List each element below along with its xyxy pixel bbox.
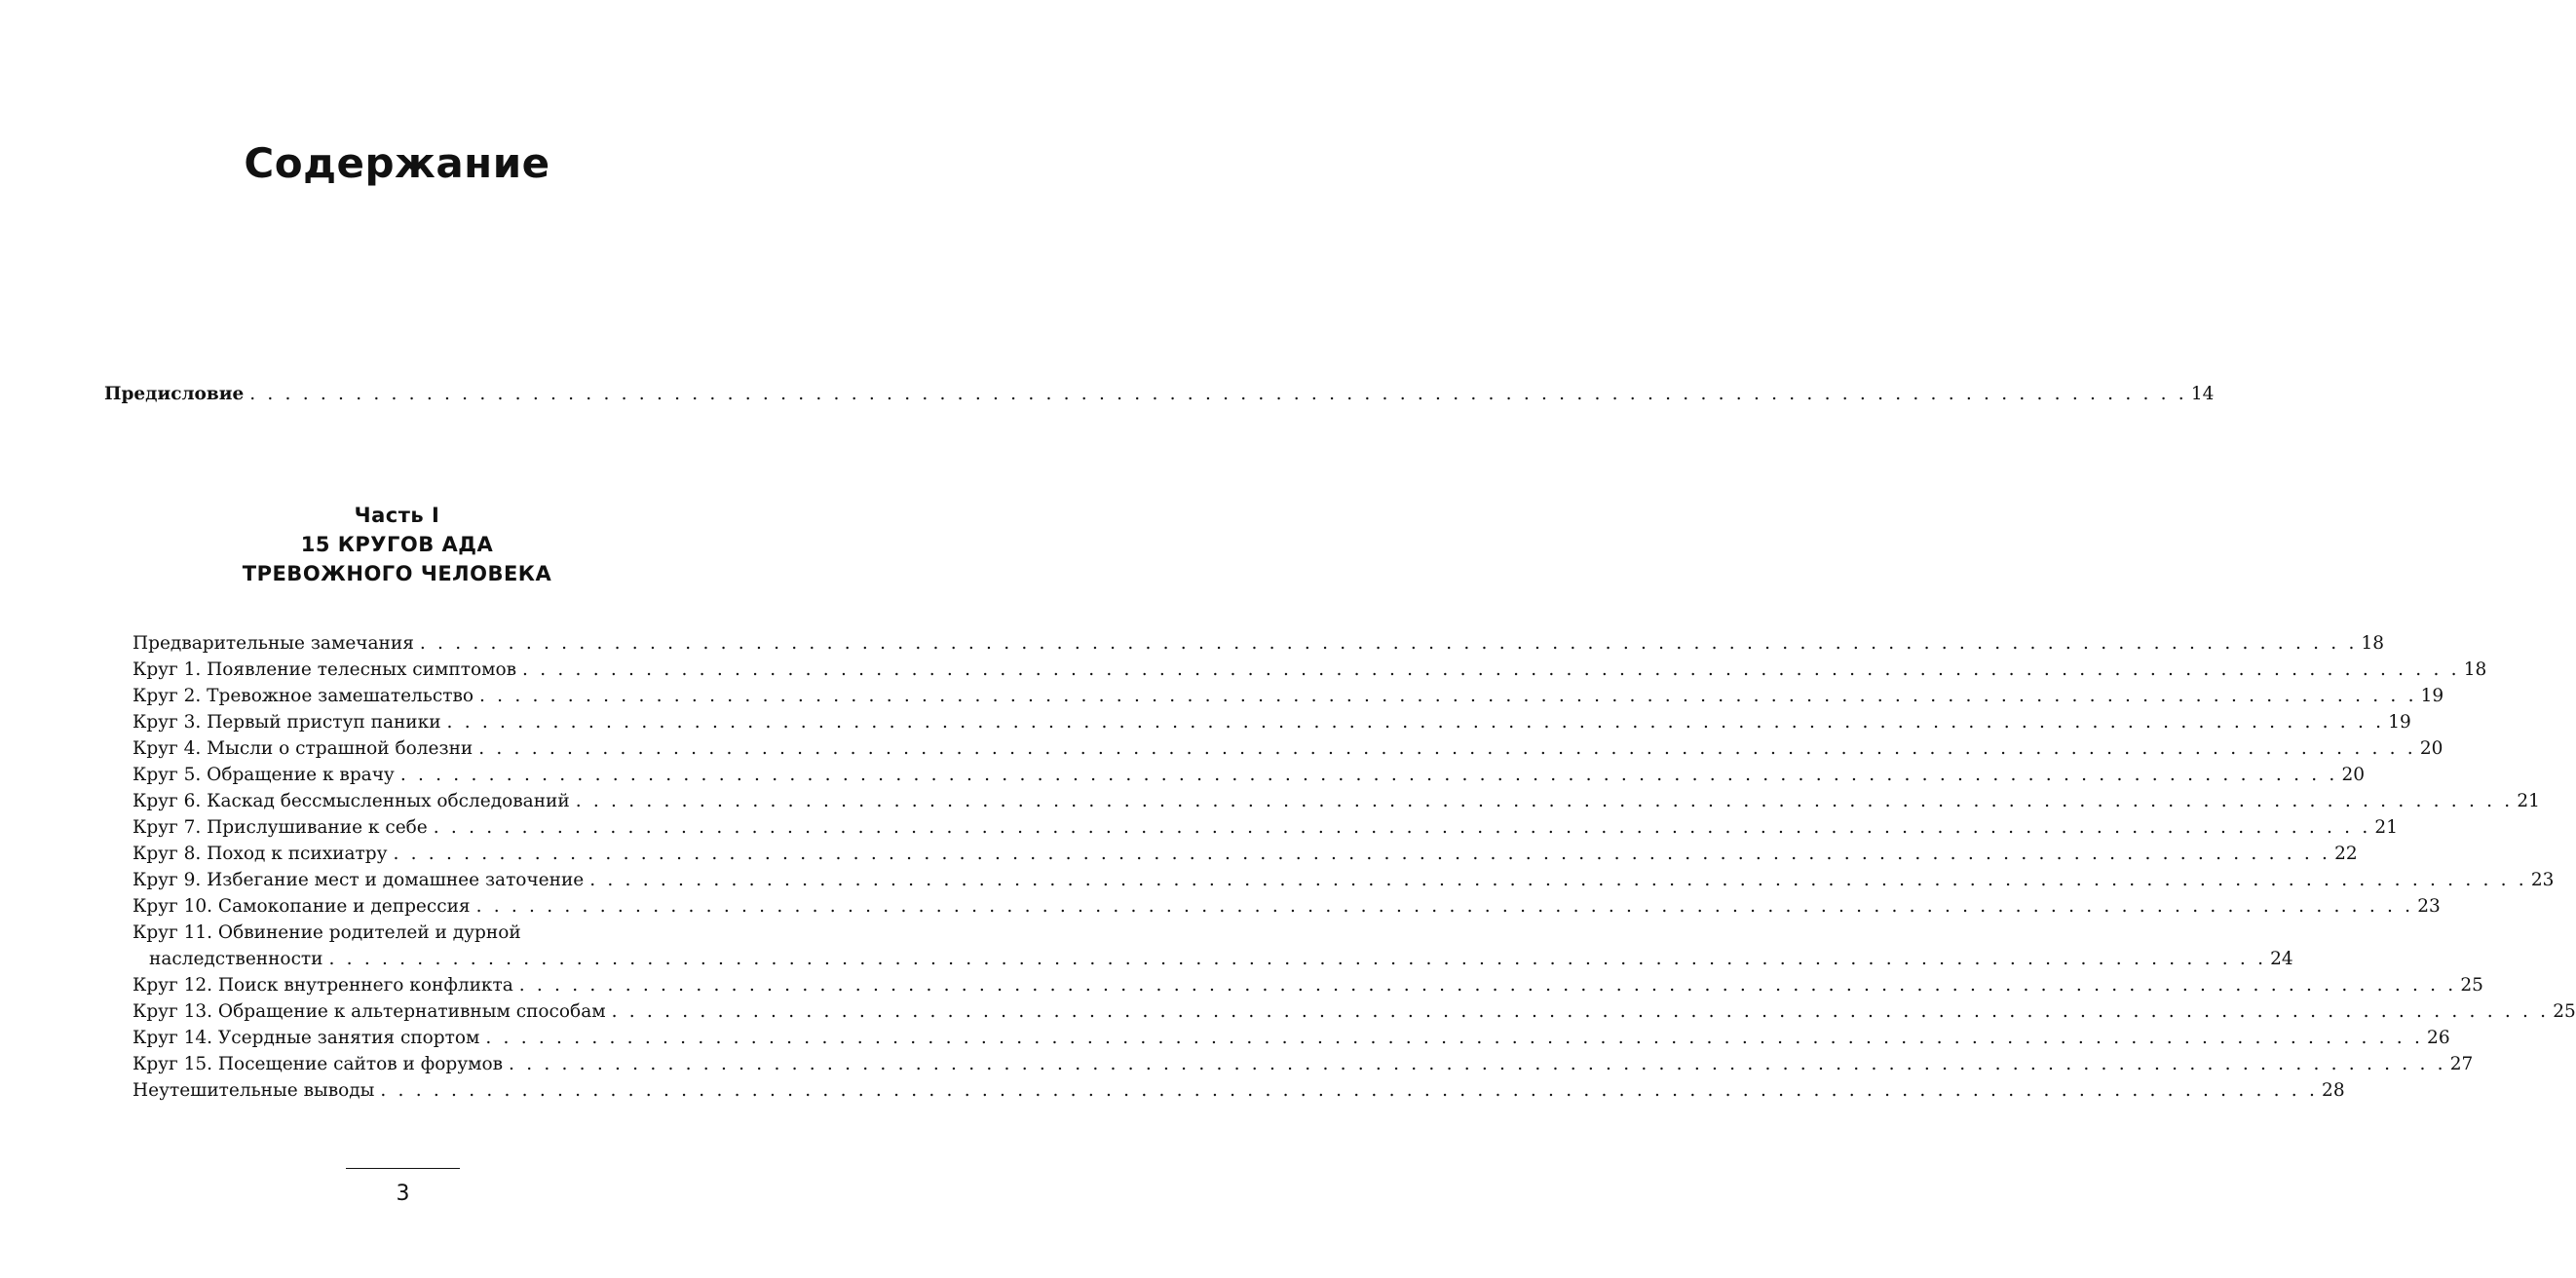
toc-entry-page: 26 [2427, 1028, 2450, 1048]
part-title-line-1: 15 КРУГОВ АДА [300, 533, 494, 556]
toc-entry[interactable] [133, 631, 2385, 658]
toc-entry-label: Круг 7. Прислушивание к себе [133, 817, 428, 838]
toc-entry-label: Предисловие [104, 384, 245, 404]
toc-entry[interactable] [133, 999, 2576, 1026]
dot-leader: . . . . . . . . . . . . . . . . . . . . . . . . . . . . . . . . . . . . . . . . . . . . . . . . . . . . . . . . . . . . . . . . . . . . . . . . . . . . . . . . . . . . . . . . . . . . . . . . . . . . . . . . . . . . . . [479, 686, 2417, 706]
toc-entry[interactable] [133, 894, 2441, 921]
dot-leader: . . . . . . . . . . . . . . . . . . . . . . . . . . . . . . . . . . . . . . . . . . . . . . . . . . . . . . . . . . . . . . . . . . . . . . . . . . . . . . . . . . . . . . . . . . . . . . . . . . . . . . . . . . . . . . [328, 949, 2267, 969]
dot-leader: . . . . . . . . . . . . . . . . . . . . . . . . . . . . . . . . . . . . . . . . . . . . . . . . . . . . . . . . . . . . . . . . . . . . . . . . . . . . . . . . . . . . . . . . . . . . . . . . . . . . . . . . . . . . . . [518, 975, 2457, 996]
toc-entry-page: 25 [2460, 975, 2483, 996]
toc-entry-page: 23 [2530, 870, 2555, 890]
toc-entry-label: Неутешительные выводы [133, 1080, 375, 1101]
dot-leader: . . . . . . . . . . . . . . . . . . . . . . . . . . . . . . . . . . . . . . . . . . . . . . . . . . . . . . . . . . . . . . . . . . . . . . . . . . . . . . . . . . . . . . . . . . . . . . . . . . . . . . . . . . . . . . [419, 633, 2358, 654]
toc-entry[interactable] [133, 736, 2443, 763]
toc-entry-label: Круг 15. Посещение сайтов и форумов [133, 1054, 504, 1074]
footer-rule [346, 1168, 460, 1169]
toc-entry-page: 28 [2322, 1080, 2345, 1101]
page-title: Содержание [244, 139, 550, 187]
toc-entry[interactable] [133, 789, 2540, 815]
toc-entry-page: 23 [2417, 896, 2441, 917]
toc-entry[interactable] [133, 763, 2366, 789]
toc-entry-label: Круг 8. Поход к психиатру [133, 844, 388, 864]
toc-entry-page: 20 [2341, 765, 2366, 785]
part-title-line-2: ТРЕВОЖНОГО ЧЕЛОВЕКА [242, 562, 552, 585]
toc-entry-label: Круг 4. Мысли о страшной болезни [133, 738, 474, 759]
dot-leader: . . . . . . . . . . . . . . . . . . . . . . . . . . . . . . . . . . . . . . . . . . . . . . . . . . . . . . . . . . . . . . . . . . . . . . . . . . . . . . . . . . . . . . . . . . . . . . . . . . . . . . . . . . . . . . [522, 659, 2460, 680]
part-heading [0, 501, 794, 588]
toc-entry-page: 19 [2420, 686, 2444, 706]
dot-leader: . . . . . . . . . . . . . . . . . . . . . . . . . . . . . . . . . . . . . . . . . . . . . . . . . . . . . . . . . . . . . . . . . . . . . . . . . . . . . . . . . . . . . . . . . . . . . . . . . . . . . . . . . . . . . . [393, 844, 2331, 864]
dot-leader: . . . . . . . . . . . . . . . . . . . . . . . . . . . . . . . . . . . . . . . . . . . . . . . . . . . . . . . . . . . . . . . . . . . . . . . . . . . . . . . . . . . . . . . . . . . . . . . . . . . . . . . . . . . . . . [509, 1054, 2446, 1074]
toc-entry-page: 18 [2361, 633, 2385, 654]
toc-entry-page: 21 [2517, 791, 2540, 811]
toc-entry-page: 14 [2190, 384, 2215, 404]
toc-entry[interactable] [133, 868, 2555, 894]
toc-entry[interactable] [133, 710, 2411, 736]
toc-entry-page: 21 [2374, 817, 2398, 838]
toc-entry-label: Круг 5. Обращение к врачу [133, 765, 395, 785]
toc-entry-preface[interactable] [104, 382, 2215, 407]
toc-entry-page: 25 [2553, 1001, 2576, 1022]
dot-leader: . . . . . . . . . . . . . . . . . . . . . . . . . . . . . . . . . . . . . . . . . . . . . . . . . . . . . . . . . . . . . . . . . . . . . . . . . . . . . . . . . . . . . . . . . . . . . . . . . . . . . . . . . . . . . . [380, 1080, 2319, 1101]
toc-entry[interactable] [133, 658, 2487, 684]
toc-entry-page: 19 [2388, 712, 2411, 733]
toc-entry-label: Круг 14. Усердные занятия спортом [133, 1028, 480, 1048]
toc-entry-label: Круг 10. Самокопание и депрессия [133, 896, 471, 917]
toc-entry[interactable] [133, 1052, 2474, 1078]
dot-leader: . . . . . . . . . . . . . . . . . . . . . . . . . . . . . . . . . . . . . . . . . . . . . . . . . . . . . . . . . . . . . . . . . . . . . . . . . . . . . . . . . . . . . . . . . . . . . . . . . . . . . . . . . . . . . . [485, 1028, 2424, 1048]
toc-entry[interactable] [133, 973, 2483, 999]
dot-leader: . . . . . . . . . . . . . . . . . . . . . . . . . . . . . . . . . . . . . . . . . . . . . . . . . . . . . . . . . . . . . . . . . . . . . . . . . . . . . . . . . . . . . . . . . . . . . . . . . . . . . . . . . . . . . . [478, 738, 2416, 759]
toc-entry-label: Круг 9. Избегание мест и домашнее заточение [133, 870, 585, 890]
toc-list [133, 631, 2576, 1105]
toc-entry[interactable] [133, 1026, 2450, 1052]
toc-entry-label: Круг 13. Обращение к альтернативным способам [133, 1001, 606, 1022]
dot-leader: . . . . . . . . . . . . . . . . . . . . . . . . . . . . . . . . . . . . . . . . . . . . . . . . . . . . . . . . . . . . . . . . . . . . . . . . . . . . . . . . . . . . . . . . . . . . . . . . . . . . . . . . . . . . . . [249, 384, 2187, 404]
toc-entry-label: Круг 3. Первый приступ паники [133, 712, 441, 733]
toc-entry-label: Круг 6. Каскад бессмысленных обследований [133, 791, 570, 811]
dot-leader: . . . . . . . . . . . . . . . . . . . . . . . . . . . . . . . . . . . . . . . . . . . . . . . . . . . . . . . . . . . . . . . . . . . . . . . . . . . . . . . . . . . . . . . . . . . . . . . . . . . . . . . . . . . . . . [475, 896, 2414, 917]
toc-entry[interactable] [133, 842, 2358, 868]
part-number: Часть I [354, 504, 440, 527]
dot-leader: . . . . . . . . . . . . . . . . . . . . . . . . . . . . . . . . . . . . . . . . . . . . . . . . . . . . . . . . . . . . . . . . . . . . . . . . . . . . . . . . . . . . . . . . . . . . . . . . . . . . . . . . . . . . . . [399, 765, 2338, 785]
toc-entry-label: Круг 12. Поиск внутреннего конфликта [133, 975, 513, 996]
dot-leader: . . . . . . . . . . . . . . . . . . . . . . . . . . . . . . . . . . . . . . . . . . . . . . . . . . . . . . . . . . . . . . . . . . . . . . . . . . . . . . . . . . . . . . . . . . . . . . . . . . . . . . . . . . . . . . [575, 791, 2514, 811]
toc-entry-label: наследственности [149, 949, 323, 969]
toc-entry-label: Круг 1. Появление телесных симптомов [133, 659, 517, 680]
toc-entry-page: 24 [2270, 949, 2293, 969]
toc-entry-label: Круг 11. Обвинение родителей и дурной [133, 922, 521, 943]
page-number: 3 [396, 1182, 410, 1206]
toc-entry-page: 20 [2419, 738, 2443, 759]
toc-entry-page: 18 [2463, 659, 2487, 680]
toc-entry-page: 22 [2334, 844, 2358, 864]
dot-leader: . . . . . . . . . . . . . . . . . . . . . . . . . . . . . . . . . . . . . . . . . . . . . . . . . . . . . . . . . . . . . . . . . . . . . . . . . . . . . . . . . . . . . . . . . . . . . . . . . . . . . . . . . . . . . . [589, 870, 2527, 890]
toc-entry-continuation[interactable] [149, 947, 2293, 973]
dot-leader: . . . . . . . . . . . . . . . . . . . . . . . . . . . . . . . . . . . . . . . . . . . . . . . . . . . . . . . . . . . . . . . . . . . . . . . . . . . . . . . . . . . . . . . . . . . . . . . . . . . . . . . . . . . . . . [433, 817, 2371, 838]
toc-entry-label: Предварительные замечания [133, 633, 414, 654]
toc-entry-label: Круг 2. Тревожное замешательство [133, 686, 474, 706]
dot-leader: . . . . . . . . . . . . . . . . . . . . . . . . . . . . . . . . . . . . . . . . . . . . . . . . . . . . . . . . . . . . . . . . . . . . . . . . . . . . . . . . . . . . . . . . . . . . . . . . . . . . . . . . . . . . . . [446, 712, 2385, 733]
dot-leader: . . . . . . . . . . . . . . . . . . . . . . . . . . . . . . . . . . . . . . . . . . . . . . . . . . . . . . . . . . . . . . . . . . . . . . . . . . . . . . . . . . . . . . . . . . . . . . . . . . . . . . . . . . . . . . [611, 1001, 2550, 1022]
toc-entry-page: 27 [2449, 1054, 2474, 1074]
toc-entry-first-line[interactable] [133, 921, 691, 947]
toc-entry[interactable] [133, 684, 2444, 710]
toc-entry[interactable] [133, 815, 2398, 842]
toc-entry[interactable] [133, 1078, 2345, 1105]
